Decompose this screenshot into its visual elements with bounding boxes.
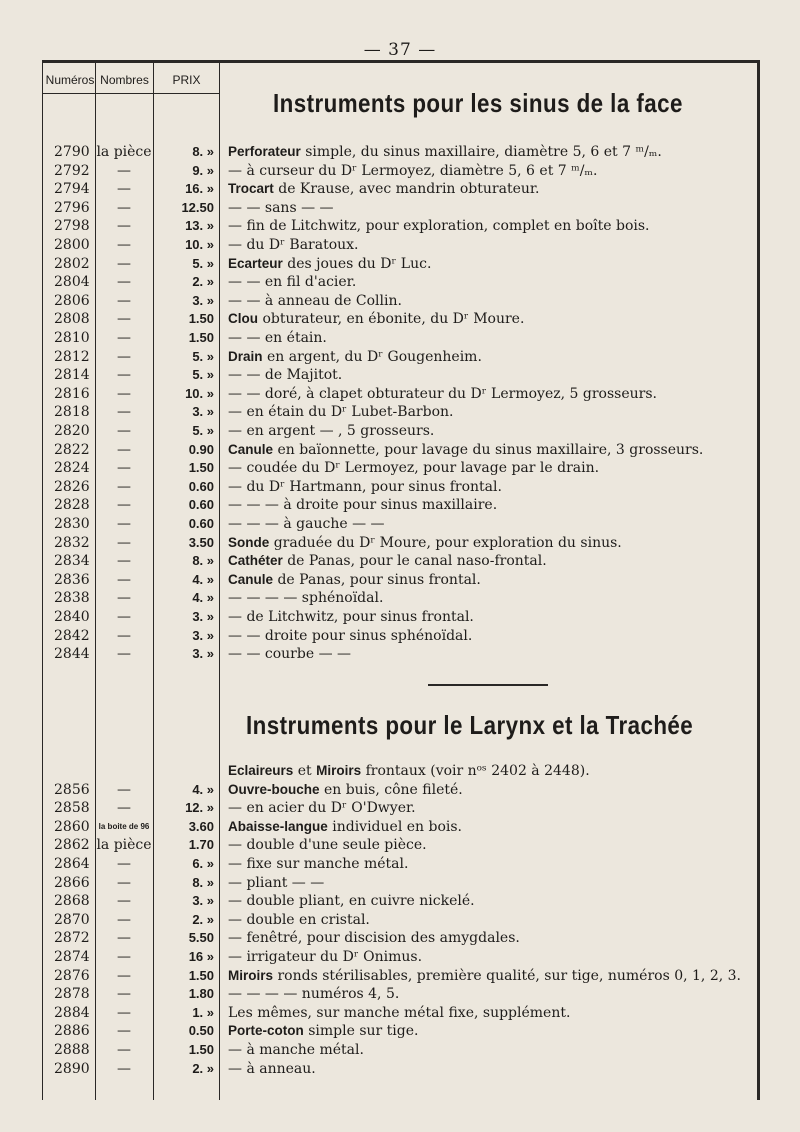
item-description (228, 310, 524, 329)
table-row (0, 589, 800, 608)
item-price: 16 » (188, 949, 214, 964)
item-detail: simple, du sinus maxillaire, diamètre 5, 6 et 7 ᵐ/ₘ. (300, 144, 662, 160)
item-name: Sonde (228, 534, 270, 550)
item-price: 3.50 (188, 534, 214, 550)
item-quantity: — (117, 874, 131, 891)
item-quantity: la pièce (96, 144, 152, 160)
item-description (228, 403, 453, 422)
item-quantity: — (117, 949, 131, 965)
item-price: 1.50 (188, 967, 214, 983)
item-price: 1.50 (188, 330, 214, 345)
item-detail: — — à anneau de Collin. (228, 292, 402, 309)
item-quantity: — (117, 930, 131, 947)
item-number: 2862 (54, 837, 90, 854)
item-detail: — — — à droite pour sinus maxillaire. (228, 497, 498, 514)
table-row (0, 199, 800, 218)
item-number: 2804 (54, 274, 90, 291)
item-detail: individuel en bois. (327, 818, 462, 835)
table-row (0, 366, 800, 385)
item-description (228, 571, 481, 590)
item-description (228, 781, 463, 800)
item-quantity: — (117, 800, 131, 817)
item-number: 2826 (54, 478, 90, 495)
section-title-larynx: Instruments pour le Larynx et la Trachée (246, 710, 694, 740)
item-name: Miroirs (316, 763, 362, 778)
table-row (0, 310, 800, 329)
item-price: 0.60 (188, 497, 214, 513)
item-description (228, 855, 408, 874)
item-price: 0.90 (188, 441, 214, 457)
item-number: 2842 (54, 627, 90, 644)
item-number: 2806 (54, 292, 90, 309)
table-row (0, 911, 800, 930)
item-number: 2886 (54, 1023, 90, 1040)
item-price: 5. » (192, 367, 214, 383)
item-number: 2866 (54, 874, 90, 891)
item-price: 0.60 (188, 516, 214, 531)
item-description (228, 627, 472, 646)
table-row (0, 292, 800, 311)
item-detail: simple sur tige. (303, 1023, 419, 1040)
item-quantity: — (117, 1004, 131, 1021)
item-detail: — de Litchwitz, pour sinus frontal. (228, 609, 474, 625)
item-detail: — coudée du Dʳ Lermoyez, pour lavage par le drain. (228, 460, 600, 477)
item-number: 2838 (54, 590, 90, 607)
item-number: 2834 (54, 553, 90, 570)
item-name: Canule (228, 441, 274, 457)
item-price: 8. » (192, 874, 214, 890)
item-description (228, 1060, 316, 1079)
table-row (0, 255, 800, 274)
item-price: 3. » (192, 627, 214, 643)
table-row (0, 403, 800, 422)
item-name: Canule (228, 571, 274, 587)
table-row (0, 515, 800, 534)
item-number: 2844 (54, 646, 90, 663)
item-name: Cathéter (228, 553, 283, 569)
item-price: 1.50 (188, 460, 214, 476)
item-detail: — du Dʳ Baratoux. (228, 237, 359, 253)
table-row (0, 874, 800, 893)
item-quantity: — (117, 423, 131, 439)
table-row (0, 534, 800, 553)
item-detail: en argent, du Dʳ Gougenheim. (262, 348, 482, 365)
item-number: 2796 (54, 199, 90, 216)
item-quantity: — (117, 311, 131, 328)
item-detail: — — sans — — (228, 199, 334, 216)
item-detail: en buis, cône fileté. (319, 781, 463, 798)
item-description (228, 422, 434, 441)
table-row (0, 459, 800, 478)
item-description (228, 329, 327, 348)
table-row (0, 478, 800, 497)
item-description (228, 608, 474, 627)
item-quantity: — (117, 441, 131, 458)
item-description (228, 292, 402, 311)
item-description (228, 162, 597, 181)
item-detail: — à manche métal. (228, 1042, 364, 1058)
table-row (0, 273, 800, 292)
item-description (228, 534, 622, 553)
item-price: 6. » (192, 856, 214, 871)
table-row (0, 1022, 800, 1041)
item-description (228, 496, 497, 515)
item-price: 4. » (192, 590, 214, 606)
item-quantity: — (117, 1060, 131, 1077)
table-row (0, 608, 800, 627)
item-number: 2798 (54, 218, 90, 235)
item-description (228, 1041, 364, 1060)
table-row (0, 762, 800, 781)
item-quantity: — (117, 199, 131, 216)
item-detail: — — — — sphénoïdal. (228, 590, 384, 607)
item-price: 4. » (192, 571, 214, 587)
item-description (228, 1022, 418, 1041)
item-detail: — irrigateur du Dʳ Onimus. (228, 949, 423, 965)
table-row (0, 143, 800, 162)
item-price: 1.70 (188, 837, 214, 853)
item-number: 2800 (54, 237, 90, 253)
item-description (228, 645, 351, 664)
item-quantity: — (117, 162, 131, 179)
item-description (228, 985, 399, 1004)
item-price: 16. » (185, 181, 214, 197)
item-number: 2810 (54, 330, 90, 346)
table-row (0, 571, 800, 590)
item-quantity: — (117, 367, 131, 384)
item-description (228, 892, 475, 911)
item-description (228, 478, 502, 497)
table-row (0, 799, 800, 818)
item-price: 3. » (192, 609, 214, 624)
item-quantity: — (117, 986, 131, 1003)
item-detail: — double d'une seule pièce. (228, 837, 427, 854)
item-number: 2858 (54, 800, 90, 817)
item-detail: — — doré, à clapet obturateur du Dʳ Lermoyez, 5 grosseurs. (228, 385, 657, 402)
item-detail: — — de Majitot. (228, 367, 343, 384)
item-number: 2884 (54, 1004, 90, 1021)
item-name: Perforateur (228, 144, 301, 159)
page-number: — 37 — (363, 40, 437, 60)
item-quantity: — (117, 590, 131, 607)
item-quantity: — (117, 181, 131, 198)
item-description (228, 459, 599, 478)
item-detail: — à curseur du Dʳ Lermoyez, diamètre 5, 6 et 7 ᵐ/ₘ. (228, 162, 598, 179)
item-quantity: — (117, 856, 131, 872)
item-description (228, 385, 657, 404)
item-detail: et (293, 763, 317, 779)
item-detail: — pliant — — (228, 874, 325, 891)
item-quantity: — (117, 237, 131, 253)
item-name: Clou (228, 311, 258, 327)
table-row (0, 892, 800, 911)
item-number: 2856 (54, 781, 90, 798)
item-quantity: — (117, 255, 131, 272)
item-description (228, 441, 703, 460)
table-row (0, 1041, 800, 1060)
table-row (0, 1004, 800, 1023)
item-detail: de Krause, avec mandrin obturateur. (273, 181, 540, 198)
item-name: Abaisse-langue (228, 818, 328, 834)
item-number: 2840 (54, 609, 90, 625)
item-description (228, 180, 540, 199)
item-price: 12. » (185, 800, 214, 816)
item-quantity: — (117, 460, 131, 477)
item-number: 2792 (54, 162, 90, 179)
table-row (0, 1060, 800, 1079)
item-description (228, 199, 334, 218)
item-number: 2816 (54, 385, 90, 402)
item-name: Trocart (228, 181, 274, 197)
item-price: 3. » (192, 893, 214, 909)
table-row (0, 496, 800, 515)
item-number: 2818 (54, 404, 90, 421)
item-price: 2. » (192, 274, 214, 290)
item-price: 1.80 (188, 986, 214, 1002)
table-row (0, 217, 800, 236)
item-description (228, 217, 650, 236)
item-price: 1.50 (188, 311, 214, 327)
table-row (0, 329, 800, 348)
table-row (0, 422, 800, 441)
item-detail: — fixe sur manche métal. (228, 856, 409, 872)
item-price: 1. » (192, 1004, 214, 1020)
table-row (0, 645, 800, 664)
item-quantity: — (117, 497, 131, 514)
item-detail: — — en étain. (228, 330, 327, 346)
item-description (228, 818, 462, 837)
item-detail: — fin de Litchwitz, pour exploration, complet en boîte bois. (228, 218, 650, 235)
header-prix: PRIX (172, 73, 201, 87)
item-detail: Les mêmes, sur manche métal fixe, supplément. (228, 1004, 571, 1021)
item-name: Ouvre-bouche (228, 781, 320, 797)
item-price: 12.50 (181, 199, 214, 215)
item-name: Porte-coton (228, 1023, 304, 1039)
item-quantity: — (117, 348, 131, 365)
table-row (0, 441, 800, 460)
item-description (228, 552, 547, 571)
item-number: 2878 (54, 986, 90, 1003)
item-description (228, 836, 427, 855)
table-row (0, 967, 800, 986)
item-number: 2812 (54, 348, 90, 365)
item-detail: — en acier du Dʳ O'Dwyer. (228, 800, 416, 817)
item-description (228, 273, 356, 292)
item-detail: — en étain du Dʳ Lubet-Barbon. (228, 404, 454, 421)
item-detail: en baïonnette, pour lavage du sinus maxillaire, 3 grosseurs. (273, 441, 704, 458)
item-detail: de Panas, pour sinus frontal. (273, 571, 481, 588)
table-row (0, 180, 800, 199)
table-row (0, 236, 800, 255)
item-price: 9. » (192, 162, 214, 178)
item-price: 1.50 (188, 1042, 214, 1057)
item-quantity: — (117, 967, 131, 984)
table-row (0, 385, 800, 404)
item-number: 2876 (54, 967, 90, 984)
item-number: 2820 (54, 423, 90, 439)
item-detail: — en argent — , 5 grosseurs. (228, 423, 435, 439)
item-price: 13. » (185, 218, 214, 234)
item-quantity: — (117, 478, 131, 495)
item-detail: graduée du Dʳ Moure, pour exploration du sinus. (269, 534, 622, 551)
item-name: Eclaireurs (228, 763, 294, 778)
item-price: 0.50 (188, 1023, 214, 1039)
item-price: 8. » (192, 144, 214, 159)
item-price: 5. » (192, 348, 214, 364)
item-number: 2864 (54, 856, 90, 872)
item-number: 2802 (54, 255, 90, 272)
table-row (0, 552, 800, 571)
item-quantity: — (117, 1023, 131, 1040)
item-detail: obturateur, en ébonite, du Dʳ Moure. (258, 311, 525, 328)
item-number: 2874 (54, 949, 90, 965)
item-detail: — double pliant, en cuivre nickelé. (228, 893, 475, 910)
item-detail: — — — — numéros 4, 5. (228, 986, 400, 1003)
item-price: 2. » (192, 911, 214, 927)
item-description (228, 948, 422, 967)
item-number: 2824 (54, 460, 90, 477)
item-quantity: — (117, 553, 131, 570)
item-quantity: — (117, 627, 131, 644)
item-detail: frontaux (voir nᵒˢ 2402 à 2448). (361, 763, 590, 779)
item-description (228, 236, 359, 255)
item-quantity: — (117, 911, 131, 928)
header-nombres: Nombres (100, 73, 149, 87)
item-price: 10. » (185, 237, 214, 252)
item-quantity: la boite de 96 (98, 821, 150, 831)
item-quantity: la pièce (96, 837, 152, 854)
item-description (228, 911, 370, 930)
item-price: 4. » (192, 781, 214, 797)
item-description (228, 515, 385, 534)
item-quantity: — (117, 292, 131, 309)
item-detail: — — en fil d'acier. (228, 274, 357, 291)
section-title-sinus: Instruments pour les sinus de la face (273, 88, 683, 118)
item-price: 10. » (185, 385, 214, 401)
item-price: 3. » (192, 404, 214, 420)
item-number: 2828 (54, 497, 90, 514)
item-number: 2868 (54, 893, 90, 910)
item-price: 3.60 (188, 818, 214, 834)
item-description (228, 1004, 570, 1023)
item-quantity: — (117, 218, 131, 235)
item-quantity: — (117, 330, 131, 346)
item-description (228, 929, 520, 948)
item-quantity: — (117, 274, 131, 291)
item-number: 2890 (54, 1060, 90, 1077)
item-description (228, 348, 482, 367)
table-row (0, 818, 800, 837)
item-number: 2872 (54, 930, 90, 947)
item-description (228, 762, 590, 781)
table-row (0, 627, 800, 646)
table-row (0, 985, 800, 1004)
item-description (228, 799, 416, 818)
item-price: 2. » (192, 1060, 214, 1076)
item-number: 2822 (54, 441, 90, 458)
item-detail: des joues du Dʳ Luc. (282, 255, 432, 272)
item-detail: — à anneau. (228, 1060, 316, 1077)
item-detail: — du Dʳ Hartmann, pour sinus frontal. (228, 478, 502, 495)
item-quantity: — (117, 404, 131, 421)
item-name: Miroirs (228, 967, 274, 983)
item-quantity: — (117, 534, 131, 551)
item-description (228, 143, 662, 162)
table-row (0, 855, 800, 874)
table-row (0, 162, 800, 181)
table-row (0, 948, 800, 967)
item-price: 8. » (192, 553, 214, 569)
item-detail: — — courbe — — (228, 646, 352, 663)
item-quantity: — (117, 893, 131, 910)
item-quantity: — (117, 385, 131, 402)
item-detail: — — droite pour sinus sphénoïdal. (228, 627, 473, 644)
item-price: 3. » (192, 646, 214, 662)
item-detail: — — — à gauche — — (228, 516, 385, 532)
item-detail: — double en cristal. (228, 911, 370, 928)
item-quantity: — (117, 781, 131, 798)
item-price: 5. » (192, 423, 214, 438)
item-description (228, 255, 431, 274)
item-detail: ronds stérilisables, première qualité, sur tige, numéros 0, 1, 2, 3. (273, 967, 741, 984)
section-separator (428, 684, 548, 686)
item-number: 2808 (54, 311, 90, 328)
item-number: 2790 (54, 144, 90, 160)
item-detail: de Panas, pour le canal naso-frontal. (282, 553, 547, 570)
item-number: 2794 (54, 181, 90, 198)
item-description (228, 967, 741, 986)
item-number: 2870 (54, 911, 90, 928)
table-row (0, 781, 800, 800)
item-description (228, 589, 383, 608)
table-row (0, 929, 800, 948)
item-price: 3. » (192, 292, 214, 308)
item-price: 5. » (192, 255, 214, 271)
item-price: 5.50 (188, 930, 214, 946)
item-description (228, 366, 342, 385)
item-quantity: — (117, 571, 131, 588)
item-quantity: — (117, 609, 131, 625)
table-row (0, 836, 800, 855)
item-number: 2830 (54, 516, 90, 532)
item-quantity: — (117, 516, 131, 532)
item-name: Drain (228, 348, 263, 364)
item-number: 2836 (54, 571, 90, 588)
item-price: 0.60 (188, 478, 214, 494)
item-detail: — fenêtré, pour discision des amygdales. (228, 930, 520, 947)
item-number: 2888 (54, 1042, 90, 1058)
item-name: Ecarteur (228, 255, 283, 271)
header-rule (43, 93, 219, 94)
item-number: 2814 (54, 367, 90, 384)
item-number: 2860 (54, 818, 90, 835)
item-quantity: — (117, 1042, 131, 1058)
item-quantity: — (117, 646, 131, 663)
header-numeros: Numéros (45, 73, 95, 87)
item-number: 2832 (54, 534, 90, 551)
table-row (0, 348, 800, 367)
item-description (228, 874, 324, 893)
